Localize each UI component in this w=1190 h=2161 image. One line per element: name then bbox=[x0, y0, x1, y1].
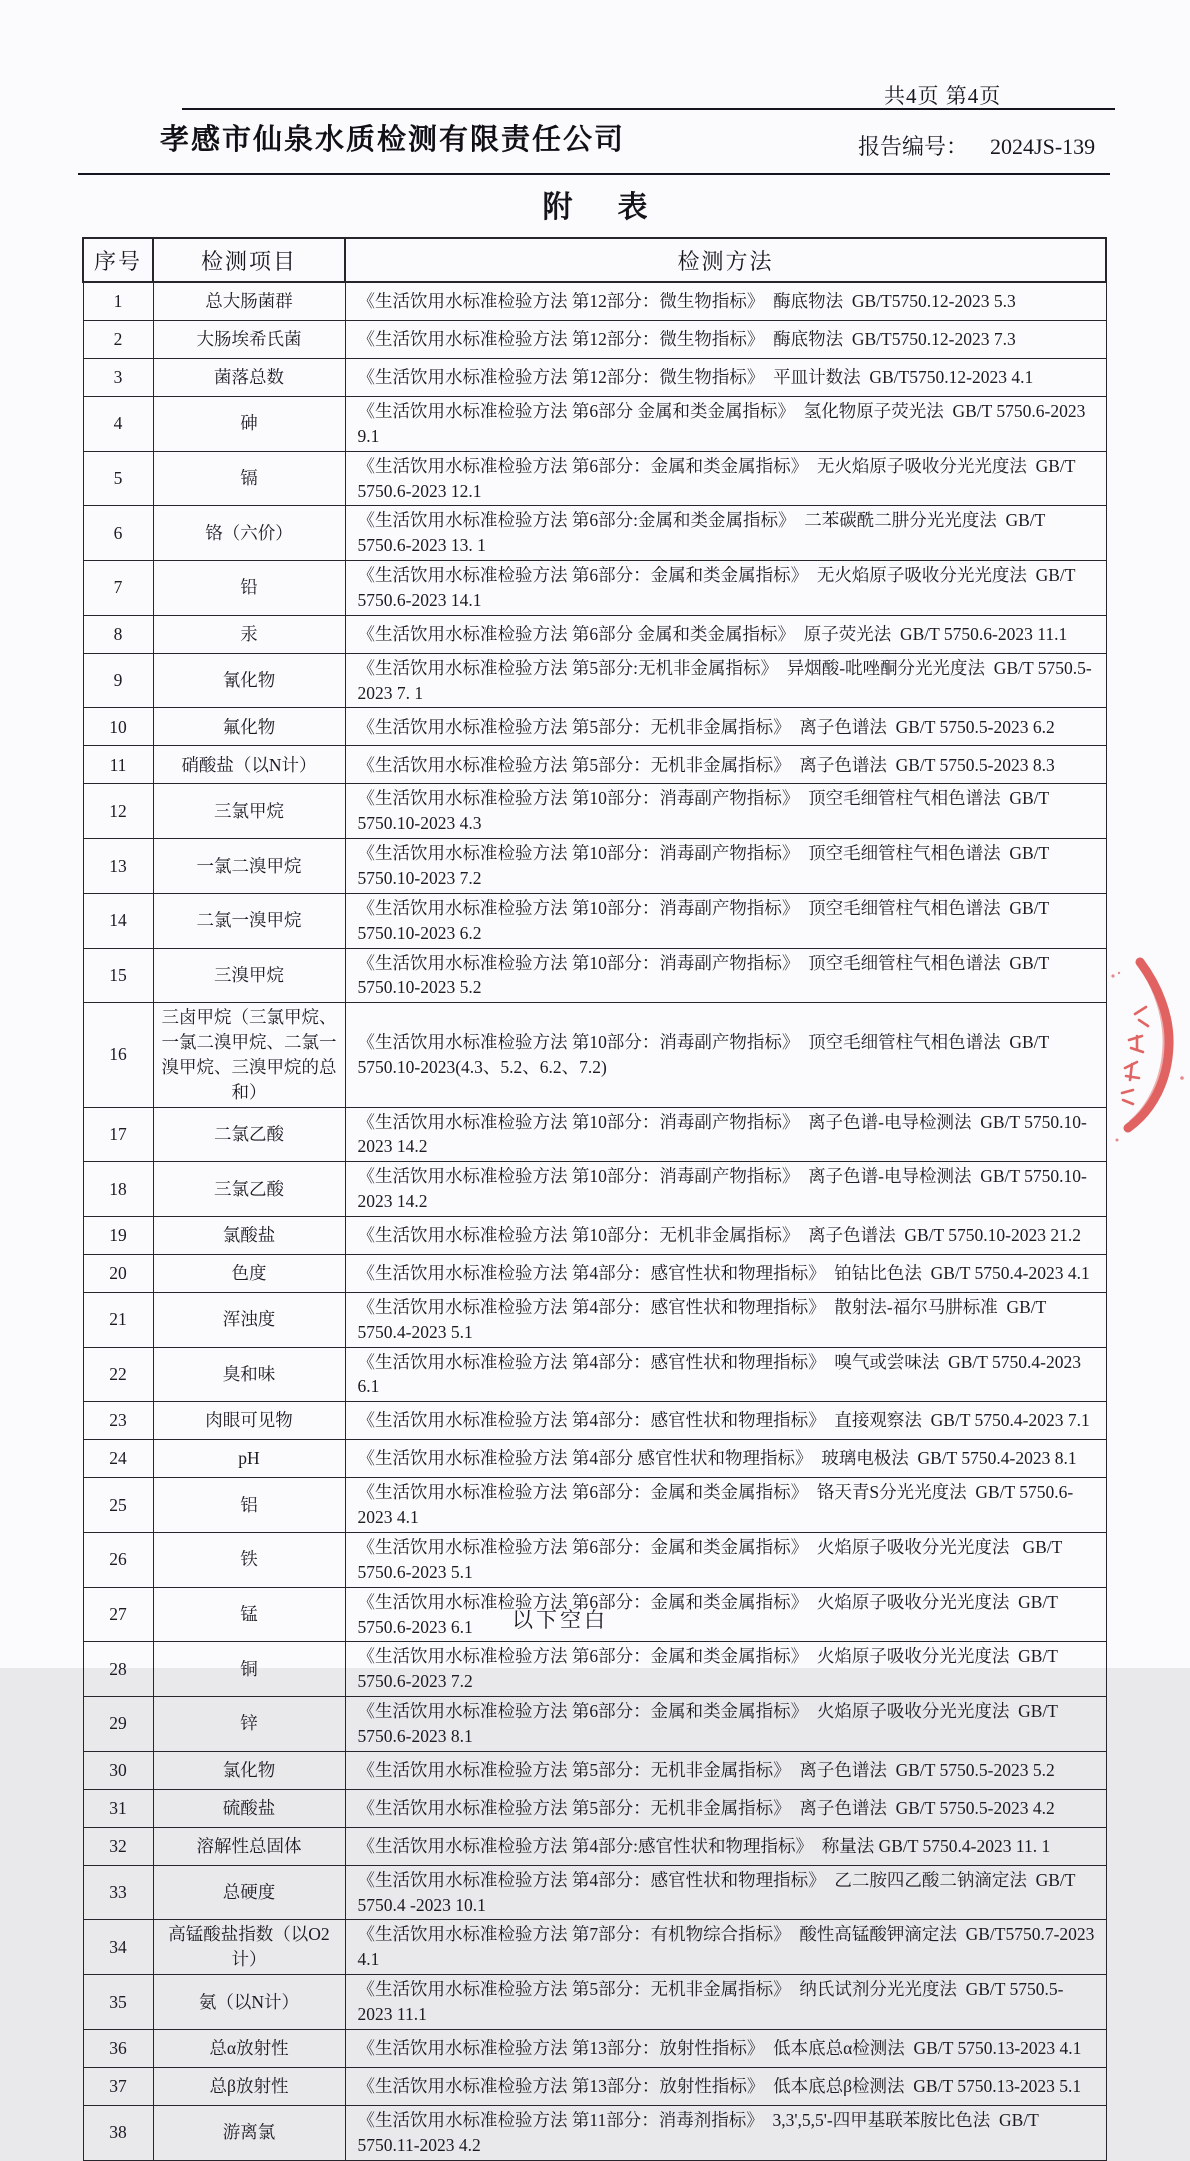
test-item-cell: 汞 bbox=[153, 615, 345, 653]
seal-characters bbox=[1122, 1007, 1148, 1104]
test-method-cell: 《生活饮用水标准检验方法 第12部分：微生物指标》 酶底物法 GB/T5750.12-2023 7.3 bbox=[345, 321, 1106, 359]
row-number-cell: 28 bbox=[83, 1642, 153, 1697]
company-name: 孝感市仙泉水质检测有限责任公司 bbox=[160, 124, 626, 156]
test-method-cell: 《生活饮用水标准检验方法 第4部分：感官性状和物理指标》 乙二胺四乙酸二钠滴定法 GB/T 5750.4 -2023 10.1 bbox=[345, 1865, 1106, 1920]
table-row bbox=[83, 1751, 1106, 1789]
test-method-cell: 《生活饮用水标准检验方法 第5部分：无机非金属指标》 离子色谱法 GB/T 5750.5-2023 5.2 bbox=[345, 1751, 1106, 1789]
test-method-cell: 《生活饮用水标准检验方法 第4部分 感官性状和物理指标》 玻璃电极法 GB/T 5750.4-2023 8.1 bbox=[345, 1440, 1106, 1478]
row-number-cell: 23 bbox=[83, 1402, 153, 1440]
test-method-cell: 《生活饮用水标准检验方法 第12部分：微生物指标》 酶底物法 GB/T5750.12-2023 5.3 bbox=[345, 282, 1106, 321]
table-row bbox=[83, 2029, 1106, 2067]
test-method-cell: 《生活饮用水标准检验方法 第6部分：金属和类金属指标》 无火焰原子吸收分光光度法 GB/T 5750.6-2023 12.1 bbox=[345, 451, 1106, 506]
test-method-cell: 《生活饮用水标准检验方法 第10部分：无机非金属指标》 离子色谱法 GB/T 5750.10-2023 21.2 bbox=[345, 1216, 1106, 1254]
table-row bbox=[83, 2105, 1106, 2160]
header-divider-top bbox=[182, 108, 1115, 110]
test-method-cell: 《生活饮用水标准检验方法 第10部分：消毒副产物指标》 顶空毛细管柱气相色谱法 GB/T 5750.10-2023 6.2 bbox=[345, 893, 1106, 948]
table-row bbox=[83, 839, 1106, 894]
test-method-cell: 《生活饮用水标准检验方法 第12部分：微生物指标》 平皿计数法 GB/T5750.12-2023 4.1 bbox=[345, 359, 1106, 397]
test-method-cell: 《生活饮用水标准检验方法 第7部分：有机物综合指标》 酸性高锰酸钾滴定法 GB/T5750.7-2023 4.1 bbox=[345, 1920, 1106, 1975]
test-method-cell: 《生活饮用水标准检验方法 第6部分：金属和类金属指标》 铬天青S分光光度法 GB/T 5750.6-2023 4.1 bbox=[345, 1478, 1106, 1533]
test-item-cell: 总大肠菌群 bbox=[153, 282, 345, 321]
test-method-cell: 《生活饮用水标准检验方法 第13部分：放射性指标》 低本底总β检测法 GB/T 5750.13-2023 5.1 bbox=[345, 2067, 1106, 2105]
row-number-cell: 30 bbox=[83, 1751, 153, 1789]
test-method-cell: 《生活饮用水标准检验方法 第5部分：无机非金属指标》 离子色谱法 GB/T 5750.5-2023 4.2 bbox=[345, 1789, 1106, 1827]
report-number bbox=[858, 130, 1095, 161]
table-row bbox=[83, 1402, 1106, 1440]
test-method-cell: 《生活饮用水标准检验方法 第4部分：感官性状和物理指标》 直接观察法 GB/T 5750.4-2023 7.1 bbox=[345, 1402, 1106, 1440]
seal-arc-inner-edge bbox=[1130, 966, 1164, 1122]
test-method-cell: 《生活饮用水标准检验方法 第6部分 金属和类金属指标》 氢化物原子荧光法 GB/T 5750.6-2023 9.1 bbox=[345, 397, 1106, 452]
seal-speckles bbox=[1111, 972, 1183, 1142]
blank-below-note: 以下空白 bbox=[512, 1608, 608, 1632]
row-number-cell: 22 bbox=[83, 1347, 153, 1402]
test-method-cell: 《生活饮用水标准检验方法 第6部分：金属和类金属指标》 无火焰原子吸收分光光度法 GB/T 5750.6-2023 14.1 bbox=[345, 561, 1106, 616]
row-number-cell: 9 bbox=[83, 653, 153, 708]
row-number-cell: 12 bbox=[83, 784, 153, 839]
row-number-cell: 25 bbox=[83, 1478, 153, 1533]
row-number-cell: 6 bbox=[83, 506, 153, 561]
test-method-cell: 《生活饮用水标准检验方法 第5部分:无机非金属指标》 异烟酸-吡唑酮分光光度法 GB/T 5750.5-2023 7. 1 bbox=[345, 653, 1106, 708]
test-item-cell: 菌落总数 bbox=[153, 359, 345, 397]
test-method-cell: 《生活饮用水标准检验方法 第6部分：金属和类金属指标》 火焰原子吸收分光光度法 GB/T 5750.6-2023 5.1 bbox=[345, 1533, 1106, 1588]
test-item-cell: 氰化物 bbox=[153, 653, 345, 708]
table-row bbox=[83, 1107, 1106, 1162]
column-header-item: 检测项目 bbox=[153, 238, 345, 282]
row-number-cell: 14 bbox=[83, 893, 153, 948]
row-number-cell: 33 bbox=[83, 1865, 153, 1920]
test-item-cell: 砷 bbox=[153, 397, 345, 452]
test-item-cell: 氯化物 bbox=[153, 1751, 345, 1789]
test-method-cell: 《生活饮用水标准检验方法 第6部分：金属和类金属指标》 火焰原子吸收分光光度法 GB/T 5750.6-2023 7.2 bbox=[345, 1642, 1106, 1697]
table-row bbox=[83, 561, 1106, 616]
table-row bbox=[83, 1920, 1106, 1975]
document-title: 附 表 bbox=[542, 191, 648, 224]
red-seal-stamp-partial bbox=[1095, 928, 1190, 1163]
test-item-cell: 铝 bbox=[153, 1478, 345, 1533]
row-number-cell: 21 bbox=[83, 1292, 153, 1347]
table-row bbox=[83, 615, 1106, 653]
table-row bbox=[83, 1478, 1106, 1533]
table-row bbox=[83, 948, 1106, 1003]
seal-arc bbox=[1128, 962, 1169, 1128]
table-row bbox=[83, 321, 1106, 359]
test-method-cell: 《生活饮用水标准检验方法 第13部分：放射性指标》 低本底总α检测法 GB/T 5750.13-2023 4.1 bbox=[345, 2029, 1106, 2067]
row-number-cell: 36 bbox=[83, 2029, 153, 2067]
test-item-cell: 锌 bbox=[153, 1697, 345, 1752]
row-number-cell: 20 bbox=[83, 1254, 153, 1292]
test-item-cell: 二氯一溴甲烷 bbox=[153, 893, 345, 948]
test-method-cell: 《生活饮用水标准检验方法 第6部分:金属和类金属指标》 二苯碳酰二肼分光光度法 GB/T 5750.6-2023 13. 1 bbox=[345, 506, 1106, 561]
header-divider-bottom bbox=[78, 173, 1110, 175]
row-number-cell: 15 bbox=[83, 948, 153, 1003]
test-method-cell: 《生活饮用水标准检验方法 第4部分：感官性状和物理指标》 嗅气或尝味法 GB/T 5750.4-2023 6.1 bbox=[345, 1347, 1106, 1402]
test-item-cell: pH bbox=[153, 1440, 345, 1478]
table-row bbox=[83, 784, 1106, 839]
test-method-table bbox=[82, 237, 1107, 2161]
table-row bbox=[83, 708, 1106, 746]
test-item-cell: 氯酸盐 bbox=[153, 1216, 345, 1254]
row-number-cell: 32 bbox=[83, 1827, 153, 1865]
test-item-cell: 色度 bbox=[153, 1254, 345, 1292]
row-number-cell: 11 bbox=[83, 746, 153, 784]
page-number: 共4页 第4页 bbox=[884, 84, 1002, 108]
test-method-cell: 《生活饮用水标准检验方法 第4部分：感官性状和物理指标》 散射法-福尔马肼标准 GB/T 5750.4-2023 5.1 bbox=[345, 1292, 1106, 1347]
test-method-cell: 《生活饮用水标准检验方法 第5部分：无机非金属指标》 离子色谱法 GB/T 5750.5-2023 8.3 bbox=[345, 746, 1106, 784]
table-row bbox=[83, 653, 1106, 708]
test-item-cell: 总硬度 bbox=[153, 1865, 345, 1920]
row-number-cell: 8 bbox=[83, 615, 153, 653]
test-item-cell: 游离氯 bbox=[153, 2105, 345, 2160]
test-item-cell: 总α放射性 bbox=[153, 2029, 345, 2067]
row-number-cell: 4 bbox=[83, 397, 153, 452]
test-item-cell: 氨（以N计） bbox=[153, 1975, 345, 2030]
row-number-cell: 5 bbox=[83, 451, 153, 506]
test-item-cell: 氟化物 bbox=[153, 708, 345, 746]
test-method-cell: 《生活饮用水标准检验方法 第5部分：无机非金属指标》 纳氏试剂分光光度法 GB/T 5750.5-2023 11.1 bbox=[345, 1975, 1106, 2030]
table-row bbox=[83, 1642, 1106, 1697]
table-row bbox=[83, 1827, 1106, 1865]
test-method-cell: 《生活饮用水标准检验方法 第4部分：感官性状和物理指标》 铂钴比色法 GB/T 5750.4-2023 4.1 bbox=[345, 1254, 1106, 1292]
report-number-value: 2024JS-139 bbox=[990, 134, 1096, 159]
table-row bbox=[83, 1216, 1106, 1254]
test-method-cell: 《生活饮用水标准检验方法 第6部分 金属和类金属指标》 原子荧光法 GB/T 5750.6-2023 11.1 bbox=[345, 615, 1106, 653]
test-item-cell: 三溴甲烷 bbox=[153, 948, 345, 1003]
table-row bbox=[83, 2067, 1106, 2105]
row-number-cell: 34 bbox=[83, 1920, 153, 1975]
table-row bbox=[83, 1440, 1106, 1478]
test-method-cell: 《生活饮用水标准检验方法 第6部分：金属和类金属指标》 火焰原子吸收分光光度法 GB/T 5750.6-2023 6.1 bbox=[345, 1587, 1106, 1642]
table-row bbox=[83, 1003, 1106, 1107]
test-item-cell: 大肠埃希氏菌 bbox=[153, 321, 345, 359]
row-number-cell: 10 bbox=[83, 708, 153, 746]
table-row bbox=[83, 1697, 1106, 1752]
test-item-cell: 三氯乙酸 bbox=[153, 1162, 345, 1217]
table-row bbox=[83, 1292, 1106, 1347]
test-item-cell: 高锰酸盐指数（以O2计） bbox=[153, 1920, 345, 1975]
table-row bbox=[83, 1865, 1106, 1920]
row-number-cell: 16 bbox=[83, 1003, 153, 1107]
table-row bbox=[83, 893, 1106, 948]
test-item-cell: 铜 bbox=[153, 1642, 345, 1697]
row-number-cell: 29 bbox=[83, 1697, 153, 1752]
row-number-cell: 24 bbox=[83, 1440, 153, 1478]
test-item-cell: 溶解性总固体 bbox=[153, 1827, 345, 1865]
test-item-cell: 硫酸盐 bbox=[153, 1789, 345, 1827]
test-item-cell: 三卤甲烷（三氯甲烷、一氯二溴甲烷、二氯一溴甲烷、三溴甲烷的总和） bbox=[153, 1003, 345, 1107]
test-method-cell: 《生活饮用水标准检验方法 第5部分：无机非金属指标》 离子色谱法 GB/T 5750.5-2023 6.2 bbox=[345, 708, 1106, 746]
test-item-cell: 铁 bbox=[153, 1533, 345, 1588]
test-item-cell: 硝酸盐（以N计） bbox=[153, 746, 345, 784]
test-item-cell: 铅 bbox=[153, 561, 345, 616]
test-method-cell: 《生活饮用水标准检验方法 第11部分：消毒剂指标》 3,3',5,5'-四甲基联苯胺比色法 GB/T 5750.11-2023 4.2 bbox=[345, 2105, 1106, 2160]
test-item-cell: 三氯甲烷 bbox=[153, 784, 345, 839]
table-row bbox=[83, 506, 1106, 561]
table-row bbox=[83, 746, 1106, 784]
test-item-cell: 肉眼可见物 bbox=[153, 1402, 345, 1440]
test-item-cell: 铬（六价） bbox=[153, 506, 345, 561]
row-number-cell: 38 bbox=[83, 2105, 153, 2160]
table-row bbox=[83, 1347, 1106, 1402]
row-number-cell: 31 bbox=[83, 1789, 153, 1827]
table-row bbox=[83, 1533, 1106, 1588]
table-row bbox=[83, 1789, 1106, 1827]
row-number-cell: 3 bbox=[83, 359, 153, 397]
test-method-cell: 《生活饮用水标准检验方法 第10部分：消毒副产物指标》 顶空毛细管柱气相色谱法 GB/T 5750.10-2023 7.2 bbox=[345, 839, 1106, 894]
test-item-cell: 镉 bbox=[153, 451, 345, 506]
column-header-no: 序号 bbox=[83, 238, 153, 282]
table-row bbox=[83, 1975, 1106, 2030]
test-method-cell: 《生活饮用水标准检验方法 第10部分：消毒副产物指标》 离子色谱-电导检测法 GB/T 5750.10-2023 14.2 bbox=[345, 1107, 1106, 1162]
row-number-cell: 1 bbox=[83, 282, 153, 321]
test-item-cell: 锰 bbox=[153, 1587, 345, 1642]
table-body bbox=[83, 282, 1106, 2160]
row-number-cell: 2 bbox=[83, 321, 153, 359]
test-method-cell: 《生活饮用水标准检验方法 第10部分：消毒副产物指标》 顶空毛细管柱气相色谱法 GB/T 5750.10-2023(4.3、5.2、6.2、7.2) bbox=[345, 1003, 1106, 1107]
test-method-cell: 《生活饮用水标准检验方法 第4部分:感官性状和物理指标》 称量法 GB/T 5750.4-2023 11. 1 bbox=[345, 1827, 1106, 1865]
row-number-cell: 7 bbox=[83, 561, 153, 616]
table-row bbox=[83, 397, 1106, 452]
test-method-cell: 《生活饮用水标准检验方法 第10部分：消毒副产物指标》 顶空毛细管柱气相色谱法 GB/T 5750.10-2023 5.2 bbox=[345, 948, 1106, 1003]
row-number-cell: 19 bbox=[83, 1216, 153, 1254]
table-row bbox=[83, 1162, 1106, 1217]
test-item-cell: 总β放射性 bbox=[153, 2067, 345, 2105]
test-item-cell: 浑浊度 bbox=[153, 1292, 345, 1347]
report-number-label: 报告编号： bbox=[858, 134, 969, 159]
row-number-cell: 37 bbox=[83, 2067, 153, 2105]
test-method-cell: 《生活饮用水标准检验方法 第6部分：金属和类金属指标》 火焰原子吸收分光光度法 GB/T 5750.6-2023 8.1 bbox=[345, 1697, 1106, 1752]
test-item-cell: 一氯二溴甲烷 bbox=[153, 839, 345, 894]
table-header-row bbox=[83, 238, 1106, 282]
row-number-cell: 26 bbox=[83, 1533, 153, 1588]
test-method-cell: 《生活饮用水标准检验方法 第10部分：消毒副产物指标》 顶空毛细管柱气相色谱法 GB/T 5750.10-2023 4.3 bbox=[345, 784, 1106, 839]
test-method-cell: 《生活饮用水标准检验方法 第10部分：消毒副产物指标》 离子色谱-电导检测法 GB/T 5750.10-2023 14.2 bbox=[345, 1162, 1106, 1217]
table-row bbox=[83, 451, 1106, 506]
table-row bbox=[83, 1254, 1106, 1292]
test-item-cell: 臭和味 bbox=[153, 1347, 345, 1402]
row-number-cell: 17 bbox=[83, 1107, 153, 1162]
column-header-method: 检测方法 bbox=[345, 238, 1106, 282]
row-number-cell: 35 bbox=[83, 1975, 153, 2030]
table-row bbox=[83, 282, 1106, 321]
row-number-cell: 18 bbox=[83, 1162, 153, 1217]
row-number-cell: 13 bbox=[83, 839, 153, 894]
row-number-cell: 27 bbox=[83, 1587, 153, 1642]
test-item-cell: 二氯乙酸 bbox=[153, 1107, 345, 1162]
table-row bbox=[83, 359, 1106, 397]
